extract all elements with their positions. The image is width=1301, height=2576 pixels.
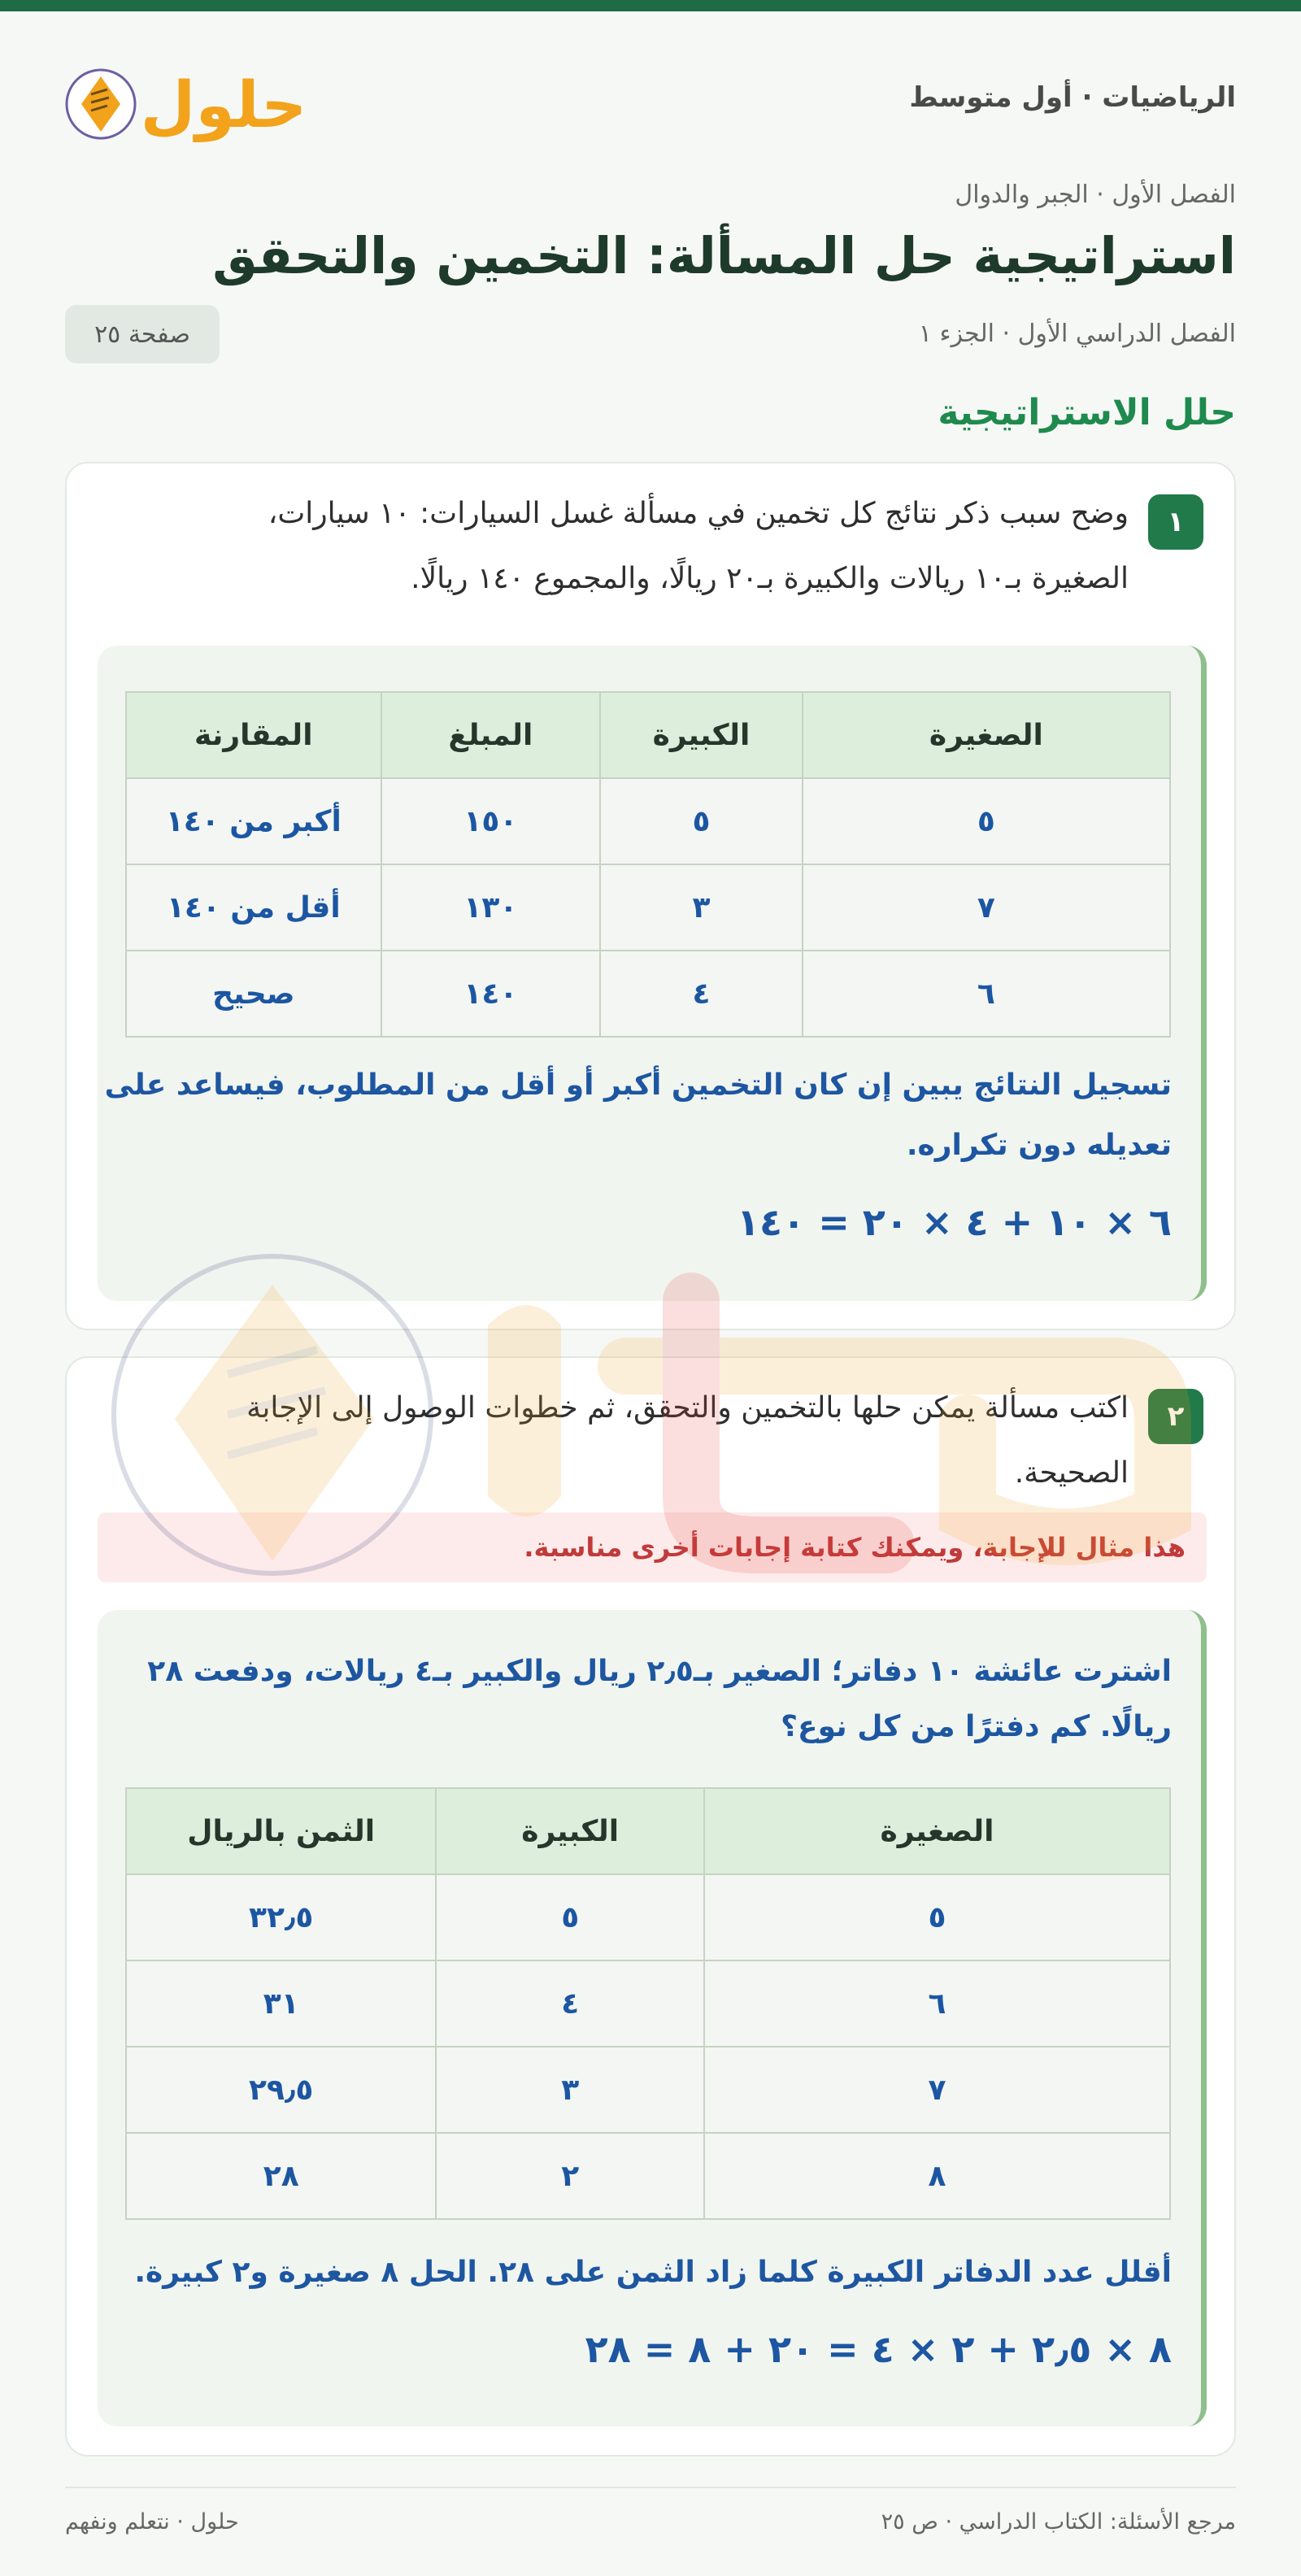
table-cell: ٣ bbox=[436, 2047, 704, 2133]
answer-equation: ٨ × ٢٫٥ + ٢ × ٤ = ٢٠ + ٨ = ٢٨ bbox=[585, 2327, 1172, 2371]
guess-check-table bbox=[125, 1787, 1171, 2220]
table-cell: ٥ bbox=[600, 778, 803, 864]
column-header: الصغيرة bbox=[803, 692, 1170, 778]
table-cell: ٥ bbox=[436, 1874, 704, 1960]
footer-divider bbox=[65, 2487, 1236, 2488]
table-row bbox=[126, 864, 1170, 951]
problem-line: ريالًا. كم دفترًا من كل نوع؟ bbox=[781, 1710, 1172, 1743]
page-title: استراتيجية حل المسألة: التخمين والتحقق bbox=[212, 226, 1236, 285]
table-cell: أقل من ١٤٠ bbox=[126, 864, 381, 951]
table-cell: ٥ bbox=[704, 1874, 1170, 1960]
column-header: الكبيرة bbox=[436, 1788, 704, 1874]
table-row bbox=[126, 778, 1170, 864]
table-cell: ٢ bbox=[436, 2133, 704, 2219]
table-row bbox=[126, 2133, 1170, 2219]
question-text-line: الصغيرة بـ١٠ ريالات والكبيرة بـ٢٠ ريالًا، والمجموع ١٤٠ ريالًا. bbox=[411, 562, 1129, 595]
subject-label: الرياضيات · أول متوسط bbox=[909, 81, 1236, 114]
column-header: المقارنة bbox=[126, 692, 381, 778]
table-cell: ٥ bbox=[803, 778, 1170, 864]
table-header-row bbox=[126, 1788, 1170, 1874]
page-badge: صفحة ٢٥ bbox=[65, 305, 220, 363]
explanation-line: تسجيل النتائج يبين إن كان التخمين أكبر أو أقل من المطلوب، فيساعد على bbox=[104, 1068, 1172, 1102]
table-cell: ٧ bbox=[704, 2047, 1170, 2133]
answer-explanation: أقلل عدد الدفاتر الكبيرة كلما زاد الثمن على ٢٨. الحل ٨ صغيرة و٢ كبيرة. bbox=[134, 2256, 1172, 2289]
table-cell: ٤ bbox=[600, 951, 803, 1037]
footer-reference: مرجع الأسئلة: الكتاب الدراسي · ص ٢٥ bbox=[881, 2509, 1236, 2535]
question-text-line: الصحيحة. bbox=[1014, 1456, 1129, 1490]
table-cell: ٤ bbox=[436, 1960, 704, 2047]
table-cell: ٣ bbox=[600, 864, 803, 951]
table-cell: صحيح bbox=[126, 951, 381, 1037]
table-row bbox=[126, 1960, 1170, 2047]
table-cell: ١٤٠ bbox=[381, 951, 601, 1037]
question-text-line: اكتب مسألة يمكن حلها بالتخمين والتحقق، ثم خطوات الوصول إلى الإجابة bbox=[246, 1391, 1129, 1425]
column-header: المبلغ bbox=[381, 692, 601, 778]
column-header: الثمن بالريال bbox=[126, 1788, 436, 1874]
term-label: الفصل الدراسي الأول · الجزء ١ bbox=[918, 320, 1236, 348]
answer-box bbox=[98, 646, 1207, 1301]
guess-check-table bbox=[125, 691, 1171, 1038]
table-cell: ٢٨ bbox=[126, 2133, 436, 2219]
explanation-line: تعديله دون تكراره. bbox=[906, 1129, 1172, 1162]
footer-brand: حلول · نتعلم ونفهم bbox=[65, 2509, 239, 2535]
table-cell: ٣١ bbox=[126, 1960, 436, 2047]
table-cell: ٦ bbox=[704, 1960, 1170, 2047]
question-number-badge: ١ bbox=[1148, 494, 1203, 550]
table-cell: ٣٢٫٥ bbox=[126, 1874, 436, 1960]
table-cell: أكبر من ١٤٠ bbox=[126, 778, 381, 864]
answer-box bbox=[98, 1610, 1207, 2426]
question-card-1 bbox=[65, 462, 1236, 1330]
table-cell: ٨ bbox=[704, 2133, 1170, 2219]
question-text bbox=[246, 1376, 1129, 1506]
question-text-line: وضح سبب ذكر نتائج كل تخمين في مسألة غسل السيارات: ١٠ سيارات، bbox=[268, 497, 1129, 530]
table-row bbox=[126, 2047, 1170, 2133]
hulul-logo[interactable] bbox=[65, 57, 309, 154]
question-text bbox=[268, 481, 1129, 611]
table-header-row bbox=[126, 692, 1170, 778]
table-cell: ١٣٠ bbox=[381, 864, 601, 951]
top-accent-bar bbox=[0, 0, 1301, 11]
table-row bbox=[126, 1874, 1170, 1960]
table-cell: ٢٩٫٥ bbox=[126, 2047, 436, 2133]
logo-wordmark: حلول bbox=[140, 69, 307, 142]
example-answer-hint: هذا مثال للإجابة، ويمكنك كتابة إجابات أخرى مناسبة. bbox=[98, 1512, 1207, 1582]
breadcrumb[interactable]: الفصل الأول · الجبر والدوال bbox=[955, 181, 1236, 209]
table-cell: ٧ bbox=[803, 864, 1170, 951]
table-cell: ٦ bbox=[803, 951, 1170, 1037]
table-cell: ١٥٠ bbox=[381, 778, 601, 864]
answer-equation: ٦ × ١٠ + ٤ × ٢٠ = ١٤٠ bbox=[736, 1200, 1172, 1244]
example-problem bbox=[147, 1644, 1172, 1755]
answer-explanation bbox=[105, 1055, 1172, 1176]
question-number-badge: ٢ bbox=[1148, 1389, 1203, 1444]
question-card-2 bbox=[65, 1356, 1236, 2456]
column-header: الكبيرة bbox=[600, 692, 803, 778]
page-header bbox=[65, 57, 1236, 154]
table-row bbox=[126, 951, 1170, 1037]
section-title: حلل الاستراتيجية bbox=[938, 392, 1236, 433]
column-header: الصغيرة bbox=[704, 1788, 1170, 1874]
problem-line: اشترت عائشة ١٠ دفاتر؛ الصغير بـ٢٫٥ ريال والكبير بـ٤ ريالات، ودفعت ٢٨ bbox=[147, 1655, 1172, 1688]
